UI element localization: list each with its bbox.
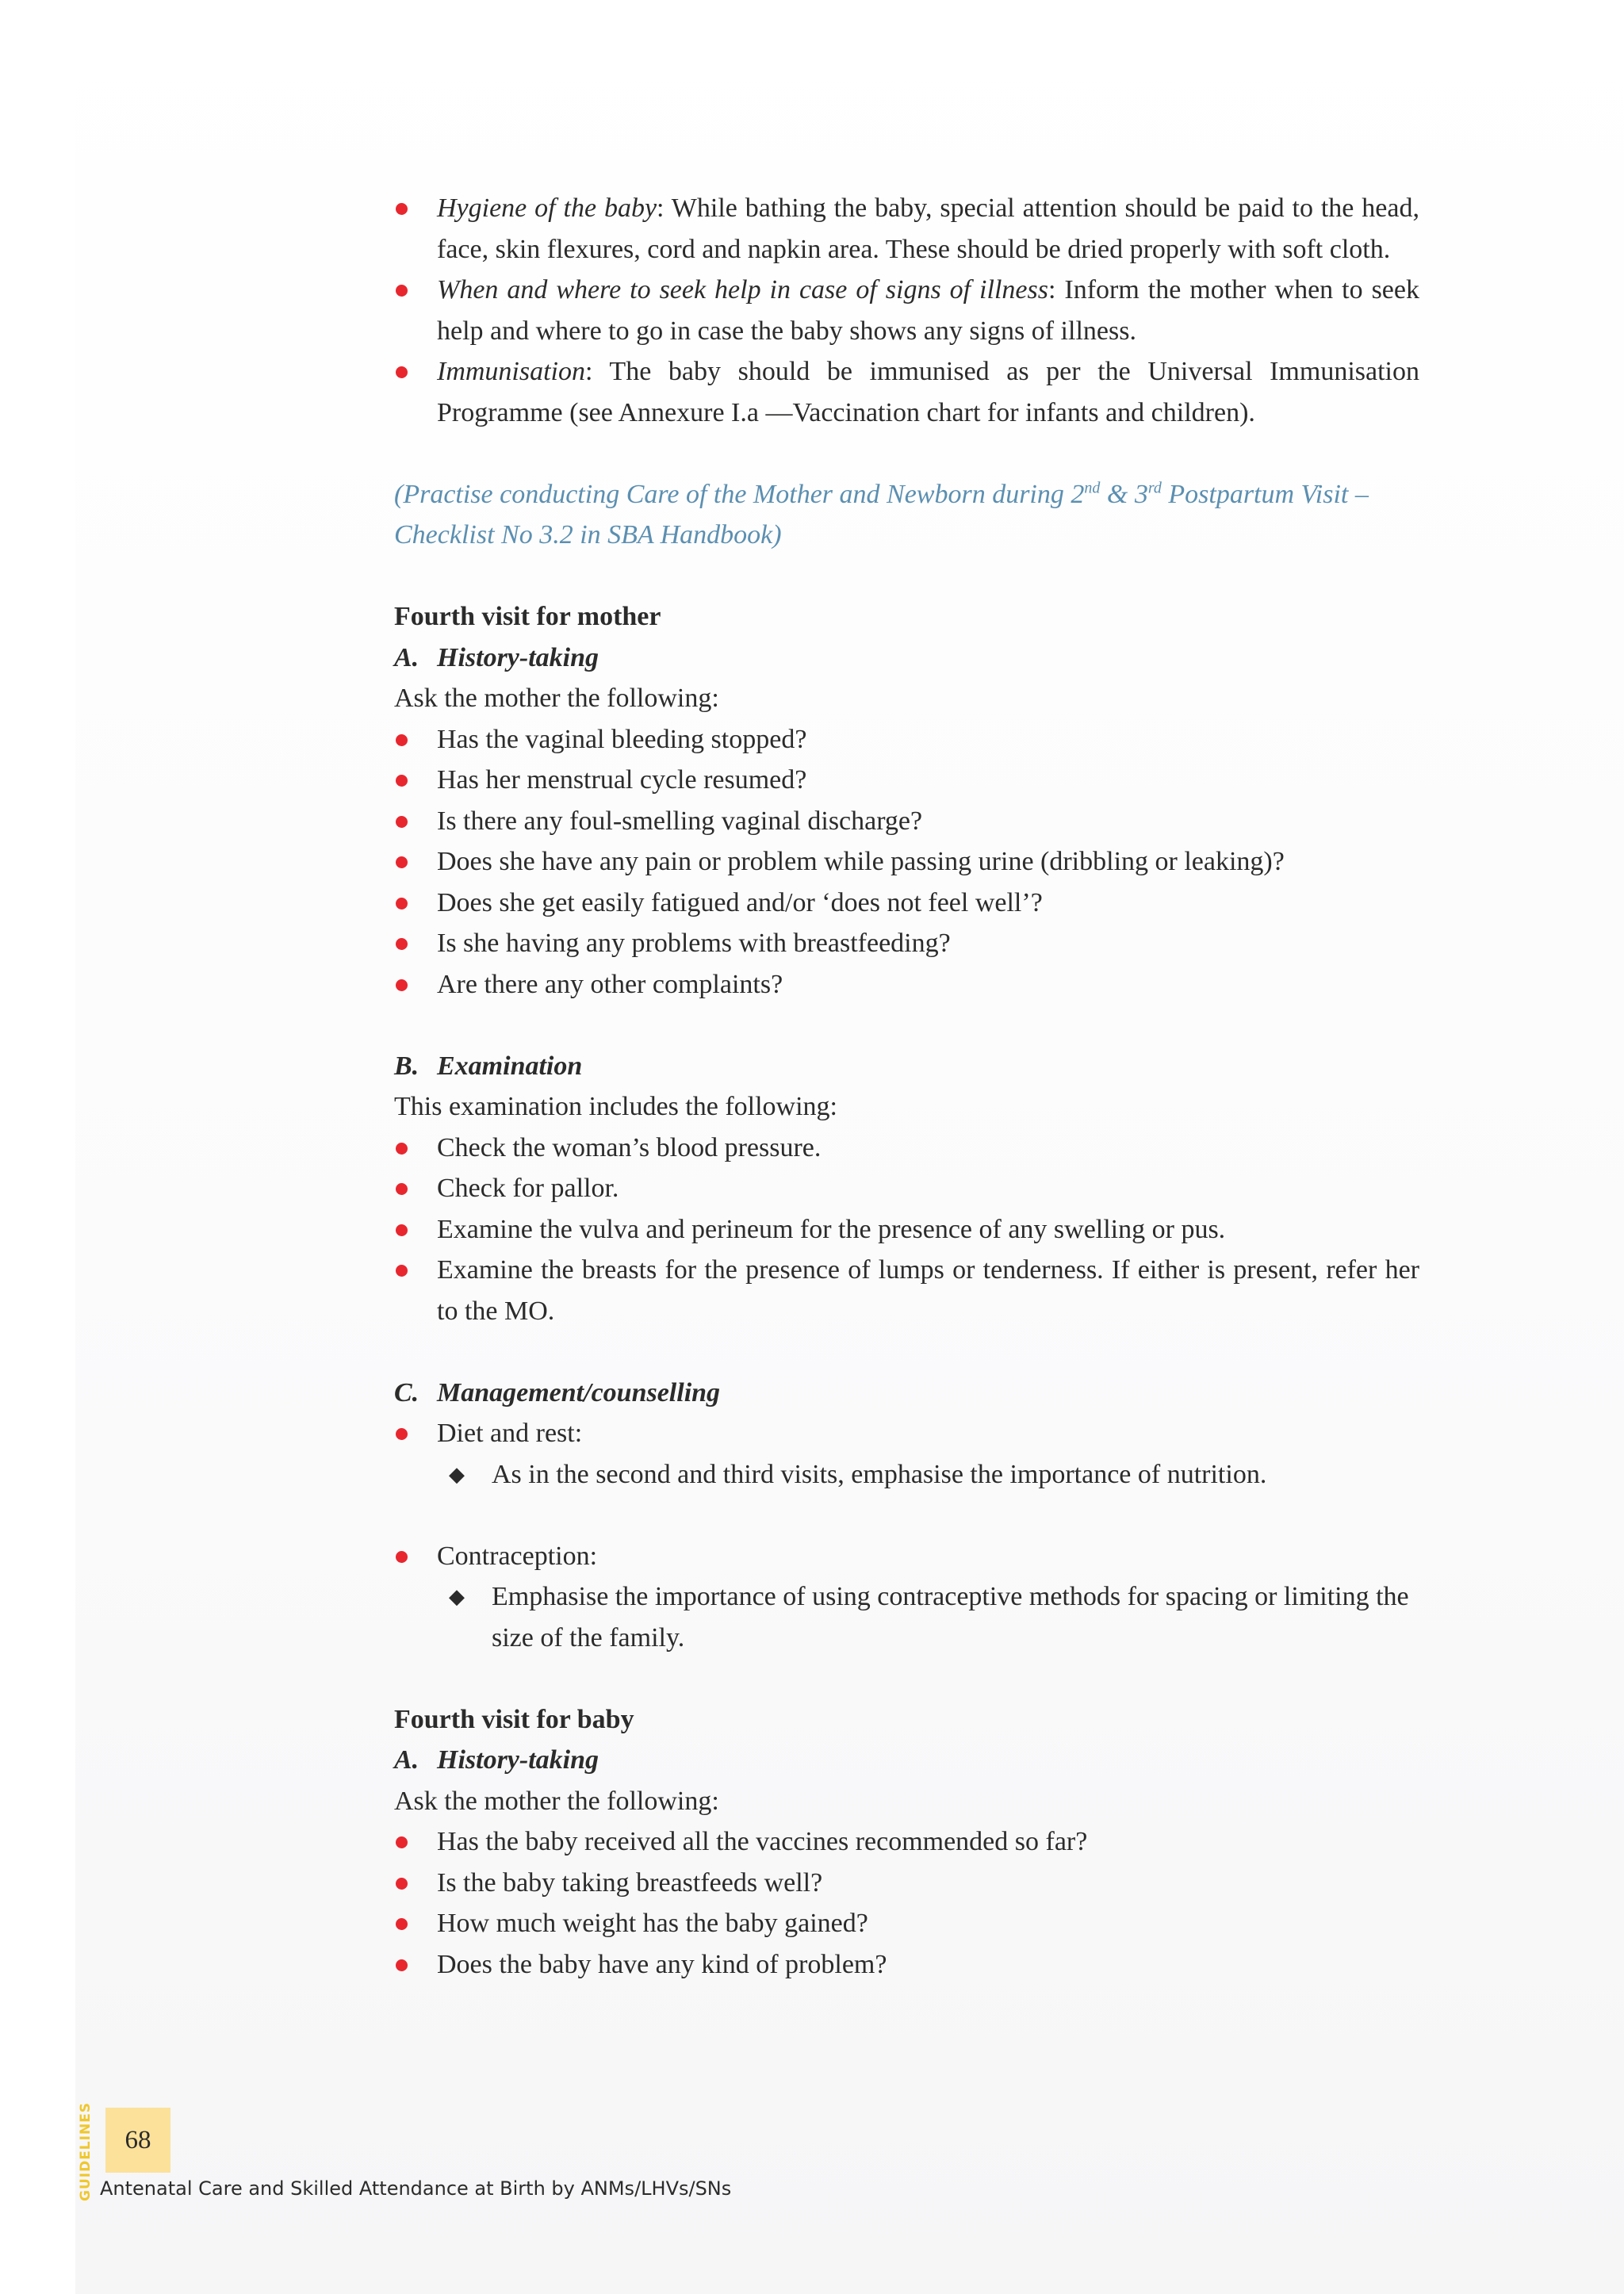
subsection-letter: A. [394, 642, 419, 672]
subsection-title: History-taking [437, 642, 599, 672]
list-item: Are there any other complaints? [394, 964, 1419, 1005]
superscript: nd [1084, 479, 1101, 497]
list-item: Does she get easily fatigued and/or ‘does not feel well’? [394, 883, 1419, 924]
sub-list-item: ◆ As in the second and third visits, emphasise the importance of nutrition. [394, 1454, 1419, 1496]
subsection-title: Management/counselling [437, 1377, 721, 1407]
list-item: Is she having any problems with breastfeeding? [394, 923, 1419, 964]
list-item: Has the baby received all the vaccines recommended so far? [394, 1821, 1419, 1863]
item-text: : Inform the mother when to seek help and where to go in case the baby shows any signs of illness. [437, 275, 1419, 346]
list-item: Does she have any pain or problem while passing urine (dribbling or leaking)? [394, 841, 1419, 883]
side-label [76, 2101, 94, 2203]
list-item [394, 188, 1419, 270]
subsection-heading [394, 1373, 1419, 1414]
subsection-title: Examination [437, 1051, 583, 1081]
item-label: Immunisation [437, 357, 585, 386]
page-number: 68 [105, 2108, 170, 2173]
subsection-letter: A. [394, 1745, 419, 1775]
practise-note [394, 474, 1419, 556]
list-item: Check the woman’s blood pressure. [394, 1128, 1419, 1169]
footer-title: Antenatal Care and Skilled Attendance at Birth by ANMs/LHVs/SNs [100, 2177, 732, 2200]
subsection-heading [394, 1740, 1419, 1781]
side-label-text: GUIDELINES [78, 2101, 94, 2201]
item-label: When and where to seek help in case of signs of illness [437, 275, 1048, 304]
item-text: : While bathing the baby, special attention should be paid to the head, face, skin flexures, cord and napkin area. These should be dried properly with soft cloth. [437, 193, 1419, 264]
list-item: Diet and rest: [394, 1413, 1419, 1454]
intro-text: Ask the mother the following: [394, 684, 719, 713]
list-item: Is the baby taking breastfeeds well? [394, 1863, 1419, 1904]
subsection-heading [394, 638, 1419, 679]
subsection-letter: B. [394, 1051, 419, 1081]
list-item: Does the baby have any kind of problem? [394, 1944, 1419, 1986]
subsection-letter: C. [394, 1377, 419, 1407]
subsection-title: History-taking [437, 1745, 599, 1775]
page-content [394, 188, 1419, 1985]
section-heading: Fourth visit for baby [394, 1704, 634, 1734]
list-item: Is there any foul-smelling vaginal discharge? [394, 801, 1419, 842]
practise-text: (Practise conducting Care of the Mother and Newborn during 2 [394, 479, 1085, 509]
superscript: rd [1147, 479, 1162, 497]
list-item: Contraception: [394, 1536, 1419, 1577]
practise-text: & 3 [1100, 479, 1148, 509]
item-label: Hygiene of the baby [437, 193, 657, 223]
list-item: Has the vaginal bleeding stopped? [394, 719, 1419, 760]
intro-text: This examination includes the following: [394, 1092, 838, 1121]
list-item: Examine the breasts for the presence of lumps or tenderness. If either is present, refer her to the MO. [394, 1250, 1419, 1331]
practise-text: Postpartum Visit – Checklist No 3.2 in SBA Handbook) [394, 479, 1369, 550]
list-item [394, 351, 1419, 433]
list-item [394, 270, 1419, 351]
item-text: : The baby should be immunised as per the Universal Immunisation Programme (see Annexure I.a —Vaccination chart for infants and children). [437, 357, 1419, 427]
list-item: Check for pallor. [394, 1168, 1419, 1209]
sub-list-item: ◆ Emphasise the importance of using contraceptive methods for spacing or limiting the size of the family. [394, 1576, 1419, 1658]
intro-text: Ask the mother the following: [394, 1786, 719, 1816]
list-item: Examine the vulva and perineum for the presence of any swelling or pus. [394, 1209, 1419, 1250]
list-item: Has her menstrual cycle resumed? [394, 760, 1419, 801]
list-item: How much weight has the baby gained? [394, 1903, 1419, 1944]
subsection-heading [394, 1046, 1419, 1087]
section-heading: Fourth visit for mother [394, 602, 661, 631]
